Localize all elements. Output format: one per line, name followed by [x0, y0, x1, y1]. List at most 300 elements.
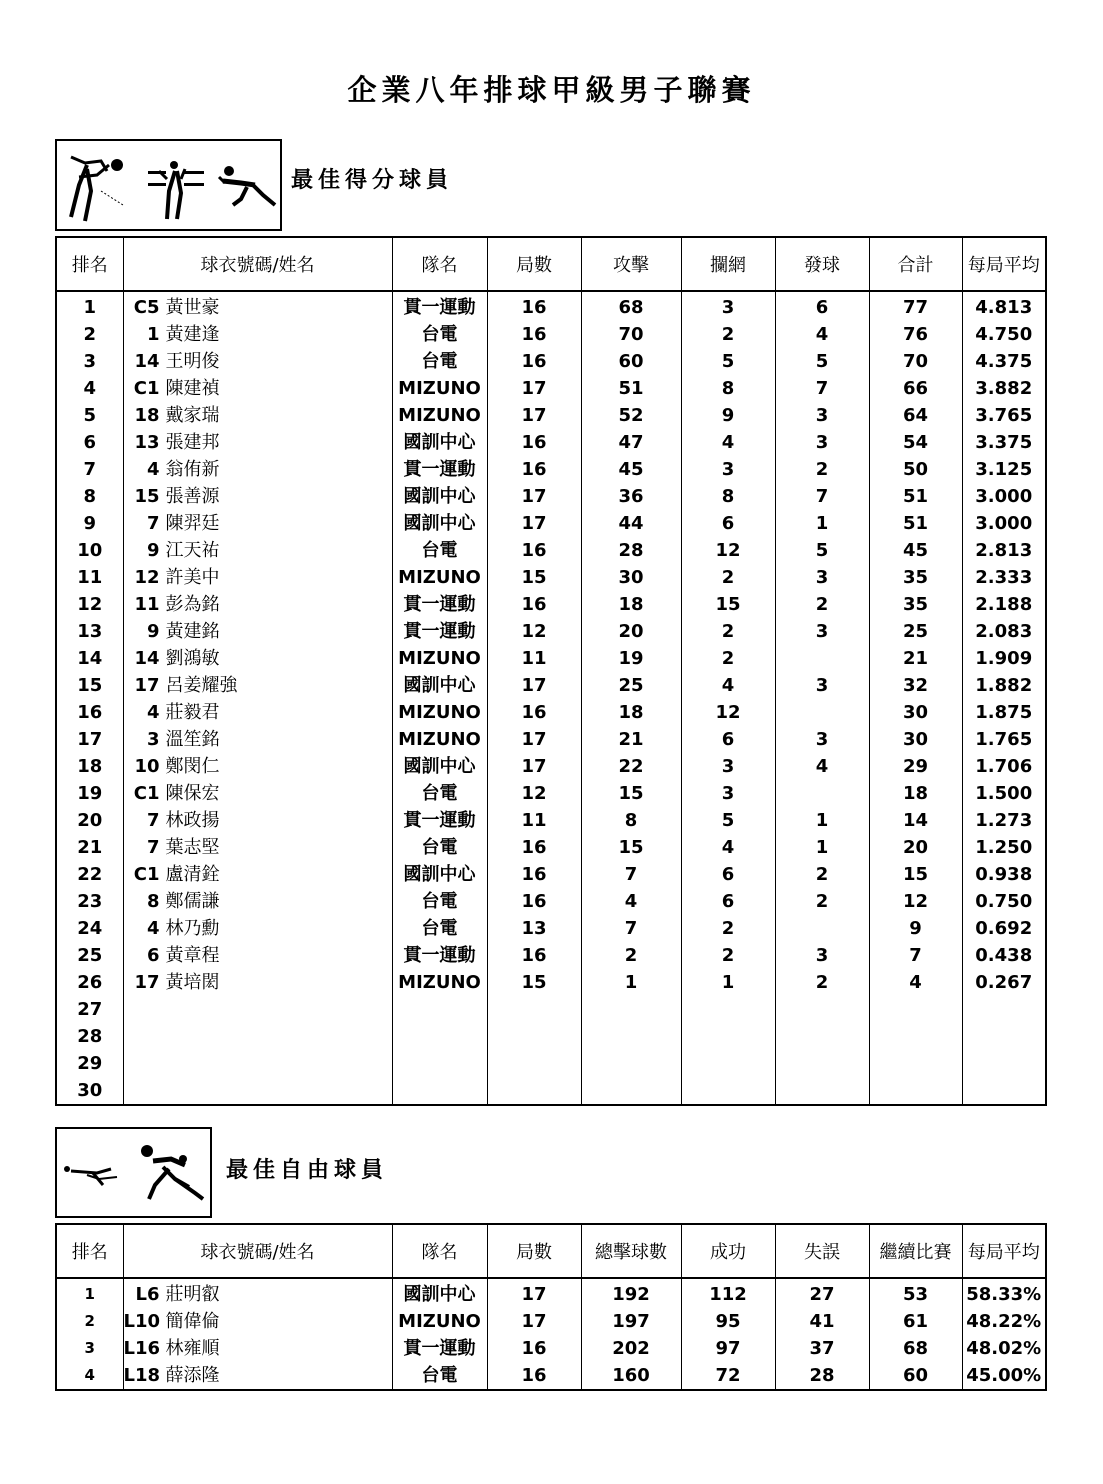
sets-cell: 16	[487, 861, 581, 888]
block-cell: 15	[681, 591, 775, 618]
player-cell	[123, 564, 392, 591]
table-row	[56, 699, 1046, 726]
sets-cell: 15	[487, 564, 581, 591]
team-cell: MIZUNO	[392, 1308, 487, 1335]
block-cell: 2	[681, 564, 775, 591]
rank-cell: 2	[83, 324, 97, 345]
serve-cell: 4	[775, 321, 869, 348]
player-name: 江天祐	[165, 540, 220, 561]
total-cell: 30	[869, 726, 962, 753]
player-name: 葉志堅	[165, 837, 220, 858]
header-team: 隊名	[392, 237, 487, 291]
team-cell	[392, 996, 487, 1023]
total-cell: 50	[869, 456, 962, 483]
rank-cell: 3	[84, 1339, 95, 1357]
table-row	[56, 321, 1046, 348]
player-name: 黃建銘	[165, 621, 220, 642]
block-cell: 2	[681, 942, 775, 969]
header-continue: 繼續比賽	[869, 1224, 962, 1278]
jersey-number: 9	[146, 540, 160, 561]
header-sets: 局數	[487, 1224, 581, 1278]
attack-cell	[581, 1077, 681, 1105]
serve-cell: 3	[775, 402, 869, 429]
success-cell: 95	[681, 1308, 775, 1335]
avg-cell: 4.813	[962, 291, 1046, 321]
jersey-number: 14	[134, 648, 160, 669]
rank-cell: 25	[77, 945, 103, 966]
jersey-number: 4	[146, 459, 160, 480]
total-cell: 66	[869, 375, 962, 402]
player-name: 陳羿廷	[165, 513, 220, 534]
player-name: 黃世豪	[165, 297, 220, 318]
block-cell: 3	[681, 291, 775, 321]
serve-cell: 5	[775, 348, 869, 375]
sets-cell: 15	[487, 969, 581, 996]
rank-cell: 26	[77, 972, 103, 993]
serve-cell: 4	[775, 753, 869, 780]
jersey-number: 6	[146, 945, 160, 966]
avg-cell: 1.875	[962, 699, 1046, 726]
attack-cell: 36	[581, 483, 681, 510]
serve-cell: 6	[775, 291, 869, 321]
serve-cell: 3	[775, 942, 869, 969]
jersey-number: L6	[135, 1284, 160, 1305]
sets-cell	[487, 1023, 581, 1050]
table-row	[56, 1362, 1046, 1390]
attack-cell: 25	[581, 672, 681, 699]
success-cell: 72	[681, 1362, 775, 1390]
jersey-number: 12	[134, 567, 160, 588]
team-cell: MIZUNO	[392, 402, 487, 429]
header-rank: 排名	[56, 1224, 123, 1278]
player-cell	[123, 321, 392, 348]
avg-cell: 1.909	[962, 645, 1046, 672]
total-cell: 45	[869, 537, 962, 564]
continue-cell: 68	[869, 1335, 962, 1362]
avg-cell: 0.267	[962, 969, 1046, 996]
sets-cell: 16	[487, 1362, 581, 1390]
player-cell	[123, 1335, 392, 1362]
table-row	[56, 753, 1046, 780]
rank-cell: 3	[83, 351, 97, 372]
attack-cell: 60	[581, 348, 681, 375]
sets-cell: 16	[487, 834, 581, 861]
header-error: 失誤	[775, 1224, 869, 1278]
rank-cell: 4	[84, 1366, 95, 1384]
jersey-number: 13	[134, 432, 160, 453]
rank-cell: 20	[77, 810, 103, 831]
attack-cell: 51	[581, 375, 681, 402]
rank-cell: 7	[83, 459, 97, 480]
rank-cell: 29	[77, 1053, 103, 1074]
sets-cell: 17	[487, 753, 581, 780]
block-cell	[681, 1050, 775, 1077]
player-cell	[123, 291, 392, 321]
volleyball-players-icon	[55, 139, 282, 231]
jersey-number: 10	[134, 756, 160, 777]
sets-cell: 17	[487, 1308, 581, 1335]
player-cell	[123, 348, 392, 375]
header-avg: 每局平均	[962, 237, 1046, 291]
rank-cell: 5	[83, 405, 97, 426]
rank-cell: 22	[77, 864, 103, 885]
total-cell: 197	[581, 1308, 681, 1335]
attack-cell: 18	[581, 591, 681, 618]
team-cell: 國訓中心	[392, 1278, 487, 1308]
avg-cell: 1.250	[962, 834, 1046, 861]
sets-cell: 16	[487, 888, 581, 915]
avg-cell: 3.125	[962, 456, 1046, 483]
jersey-number: 4	[146, 702, 160, 723]
team-cell: 國訓中心	[392, 510, 487, 537]
player-name: 鄭儒謙	[165, 891, 220, 912]
table-row	[56, 969, 1046, 996]
rank-cell: 2	[84, 1312, 95, 1330]
attack-cell: 7	[581, 915, 681, 942]
rank-cell: 16	[77, 702, 103, 723]
libero-table	[55, 1223, 1047, 1391]
attack-cell: 15	[581, 834, 681, 861]
team-cell: MIZUNO	[392, 564, 487, 591]
table-row	[56, 1023, 1046, 1050]
rank-cell: 10	[77, 540, 103, 561]
table-row	[56, 402, 1046, 429]
jersey-number: 3	[146, 729, 160, 750]
jersey-number: L10	[123, 1311, 161, 1332]
player-cell	[123, 645, 392, 672]
header-sets: 局數	[487, 237, 581, 291]
block-cell	[681, 1023, 775, 1050]
sets-cell: 16	[487, 591, 581, 618]
block-cell: 3	[681, 456, 775, 483]
team-cell: 台電	[392, 888, 487, 915]
header-total: 合計	[869, 237, 962, 291]
player-name: 溫笙銘	[165, 729, 220, 750]
sets-cell: 12	[487, 780, 581, 807]
team-cell: 國訓中心	[392, 483, 487, 510]
attack-cell: 22	[581, 753, 681, 780]
block-cell: 5	[681, 348, 775, 375]
player-name: 林乃勳	[165, 918, 220, 939]
attack-cell: 8	[581, 807, 681, 834]
block-cell: 2	[681, 915, 775, 942]
header-rank: 排名	[56, 237, 123, 291]
table-row	[56, 564, 1046, 591]
player-name: 王明俊	[165, 351, 220, 372]
player-name: 翁侑新	[165, 459, 220, 480]
serve-cell: 1	[775, 807, 869, 834]
block-cell	[681, 1077, 775, 1105]
rank-cell: 9	[83, 513, 97, 534]
attack-cell: 70	[581, 321, 681, 348]
serve-cell: 2	[775, 969, 869, 996]
total-cell: 35	[869, 564, 962, 591]
attack-cell: 44	[581, 510, 681, 537]
rank-cell: 17	[77, 729, 103, 750]
page-title: 企業八年排球甲級男子聯賽	[347, 73, 756, 107]
attack-cell: 20	[581, 618, 681, 645]
table-row	[56, 1308, 1046, 1335]
block-cell: 2	[681, 618, 775, 645]
serve-cell: 1	[775, 510, 869, 537]
team-cell: 台電	[392, 834, 487, 861]
player-name: 黃建逢	[165, 324, 220, 345]
player-cell	[123, 1362, 392, 1390]
total-cell: 30	[869, 699, 962, 726]
attack-cell: 4	[581, 888, 681, 915]
sets-cell: 17	[487, 483, 581, 510]
serve-cell: 5	[775, 537, 869, 564]
rank-cell: 27	[77, 999, 103, 1020]
avg-cell: 4.750	[962, 321, 1046, 348]
table-row	[56, 1050, 1046, 1077]
sets-cell: 17	[487, 375, 581, 402]
player-cell	[123, 537, 392, 564]
table-row	[56, 672, 1046, 699]
total-cell: 76	[869, 321, 962, 348]
sets-cell: 16	[487, 942, 581, 969]
sets-cell: 16	[487, 348, 581, 375]
block-cell: 12	[681, 537, 775, 564]
table-row	[56, 726, 1046, 753]
sets-cell: 16	[487, 321, 581, 348]
team-cell: 貫一運動	[392, 1335, 487, 1362]
table-row	[56, 483, 1046, 510]
rank-cell: 11	[77, 567, 103, 588]
serve-cell: 2	[775, 591, 869, 618]
team-cell: 國訓中心	[392, 672, 487, 699]
team-cell: 貫一運動	[392, 618, 487, 645]
jersey-number: 8	[146, 891, 160, 912]
avg-cell: 1.273	[962, 807, 1046, 834]
serve-cell	[775, 915, 869, 942]
avg-cell: 1.500	[962, 780, 1046, 807]
avg-cell: 4.375	[962, 348, 1046, 375]
avg-cell: 58.33%	[962, 1278, 1046, 1308]
serve-cell	[775, 699, 869, 726]
jersey-number: C5	[133, 297, 160, 318]
jersey-number: 1	[146, 324, 160, 345]
jersey-number: 7	[146, 837, 160, 858]
player-name: 黃章程	[165, 945, 220, 966]
total-cell: 9	[869, 915, 962, 942]
serve-cell: 2	[775, 456, 869, 483]
player-cell	[123, 1050, 392, 1077]
player-cell	[123, 1023, 392, 1050]
player-name: 盧清銓	[165, 864, 220, 885]
block-cell: 8	[681, 483, 775, 510]
block-cell: 6	[681, 726, 775, 753]
sets-cell: 13	[487, 915, 581, 942]
jersey-number: 4	[146, 918, 160, 939]
table-row	[56, 1278, 1046, 1308]
total-cell	[869, 1023, 962, 1050]
player-cell	[123, 807, 392, 834]
serve-cell: 2	[775, 888, 869, 915]
block-cell: 12	[681, 699, 775, 726]
table-row	[56, 291, 1046, 321]
block-cell: 3	[681, 753, 775, 780]
sets-cell: 16	[487, 291, 581, 321]
player-name: 莊明叡	[165, 1284, 220, 1305]
total-cell: 14	[869, 807, 962, 834]
player-cell	[123, 402, 392, 429]
serve-cell	[775, 1050, 869, 1077]
avg-cell: 1.882	[962, 672, 1046, 699]
error-cell: 41	[775, 1308, 869, 1335]
sets-cell: 17	[487, 726, 581, 753]
table-row	[56, 834, 1046, 861]
team-cell: 台電	[392, 1362, 487, 1390]
block-cell: 4	[681, 672, 775, 699]
success-cell: 112	[681, 1278, 775, 1308]
success-cell: 97	[681, 1335, 775, 1362]
avg-cell: 1.765	[962, 726, 1046, 753]
table-row	[56, 1335, 1046, 1362]
sets-cell: 11	[487, 645, 581, 672]
team-cell: 國訓中心	[392, 753, 487, 780]
team-cell: 貫一運動	[392, 807, 487, 834]
player-cell	[123, 483, 392, 510]
continue-cell: 60	[869, 1362, 962, 1390]
block-cell: 2	[681, 321, 775, 348]
rank-cell: 4	[83, 378, 97, 399]
player-name: 林政揚	[165, 810, 220, 831]
libero-pictogram-icon	[55, 1127, 212, 1218]
serve-cell: 3	[775, 726, 869, 753]
serve-cell: 3	[775, 429, 869, 456]
avg-cell: 1.706	[962, 753, 1046, 780]
error-cell: 27	[775, 1278, 869, 1308]
total-cell: 35	[869, 591, 962, 618]
serve-cell	[775, 1023, 869, 1050]
player-cell	[123, 1077, 392, 1105]
sets-cell: 16	[487, 537, 581, 564]
team-cell: MIZUNO	[392, 699, 487, 726]
total-cell: 77	[869, 291, 962, 321]
table-row	[56, 510, 1046, 537]
player-cell	[123, 591, 392, 618]
rank-cell: 8	[83, 486, 97, 507]
player-cell	[123, 861, 392, 888]
block-cell: 4	[681, 429, 775, 456]
attack-cell: 47	[581, 429, 681, 456]
player-cell	[123, 915, 392, 942]
avg-cell: 3.375	[962, 429, 1046, 456]
attack-cell: 18	[581, 699, 681, 726]
jersey-number: 7	[146, 810, 160, 831]
player-name: 林雍順	[165, 1338, 220, 1359]
header-total-hits: 總擊球數	[581, 1224, 681, 1278]
jersey-number: C1	[133, 783, 160, 804]
sets-cell: 17	[487, 510, 581, 537]
serve-cell: 1	[775, 834, 869, 861]
scorers-table	[55, 236, 1047, 1106]
attack-cell: 28	[581, 537, 681, 564]
total-cell: 15	[869, 861, 962, 888]
table-row	[56, 888, 1046, 915]
attack-cell: 1	[581, 969, 681, 996]
jersey-number: 15	[134, 486, 160, 507]
total-cell: 54	[869, 429, 962, 456]
avg-cell: 0.692	[962, 915, 1046, 942]
serve-cell	[775, 780, 869, 807]
avg-cell: 2.813	[962, 537, 1046, 564]
avg-cell	[962, 1023, 1046, 1050]
player-cell	[123, 618, 392, 645]
attack-cell	[581, 996, 681, 1023]
player-cell	[123, 510, 392, 537]
block-cell: 2	[681, 645, 775, 672]
sets-cell: 16	[487, 1335, 581, 1362]
avg-cell: 48.22%	[962, 1308, 1046, 1335]
table-row	[56, 375, 1046, 402]
total-cell: 18	[869, 780, 962, 807]
player-cell	[123, 672, 392, 699]
player-cell	[123, 1308, 392, 1335]
table-row	[56, 1077, 1046, 1105]
header-jersey-name: 球衣號碼/姓名	[123, 1224, 392, 1278]
total-cell: 160	[581, 1362, 681, 1390]
avg-cell: 0.438	[962, 942, 1046, 969]
table-row	[56, 915, 1046, 942]
total-cell: 7	[869, 942, 962, 969]
team-cell: 台電	[392, 321, 487, 348]
avg-cell: 2.083	[962, 618, 1046, 645]
team-cell: 國訓中心	[392, 429, 487, 456]
rank-cell: 15	[77, 675, 103, 696]
rank-cell: 1	[84, 1285, 95, 1303]
team-cell	[392, 1050, 487, 1077]
jersey-number: 17	[134, 972, 160, 993]
player-cell	[123, 699, 392, 726]
total-cell: 12	[869, 888, 962, 915]
jersey-number: C1	[133, 378, 160, 399]
player-cell	[123, 753, 392, 780]
table-row	[56, 348, 1046, 375]
rank-cell: 24	[77, 918, 103, 939]
attack-cell	[581, 1023, 681, 1050]
sets-cell: 17	[487, 672, 581, 699]
avg-cell: 3.882	[962, 375, 1046, 402]
sets-cell: 16	[487, 699, 581, 726]
table-row	[56, 807, 1046, 834]
attack-cell: 15	[581, 780, 681, 807]
jersey-number: 7	[146, 513, 160, 534]
total-cell: 32	[869, 672, 962, 699]
scorers-section-title: 最佳得分球員	[291, 167, 454, 193]
table-row	[56, 537, 1046, 564]
table-row	[56, 780, 1046, 807]
block-cell: 6	[681, 510, 775, 537]
attack-cell: 52	[581, 402, 681, 429]
header-jersey-name: 球衣號碼/姓名	[123, 237, 392, 291]
serve-cell: 7	[775, 375, 869, 402]
avg-cell	[962, 1050, 1046, 1077]
jersey-number: 14	[134, 351, 160, 372]
player-cell	[123, 780, 392, 807]
player-cell	[123, 375, 392, 402]
team-cell: 貫一運動	[392, 591, 487, 618]
header-team: 隊名	[392, 1224, 487, 1278]
total-cell: 25	[869, 618, 962, 645]
player-name: 陳保宏	[165, 783, 220, 804]
avg-cell: 3.000	[962, 483, 1046, 510]
avg-cell: 2.333	[962, 564, 1046, 591]
sets-cell: 17	[487, 402, 581, 429]
rank-cell: 23	[77, 891, 103, 912]
error-cell: 37	[775, 1335, 869, 1362]
